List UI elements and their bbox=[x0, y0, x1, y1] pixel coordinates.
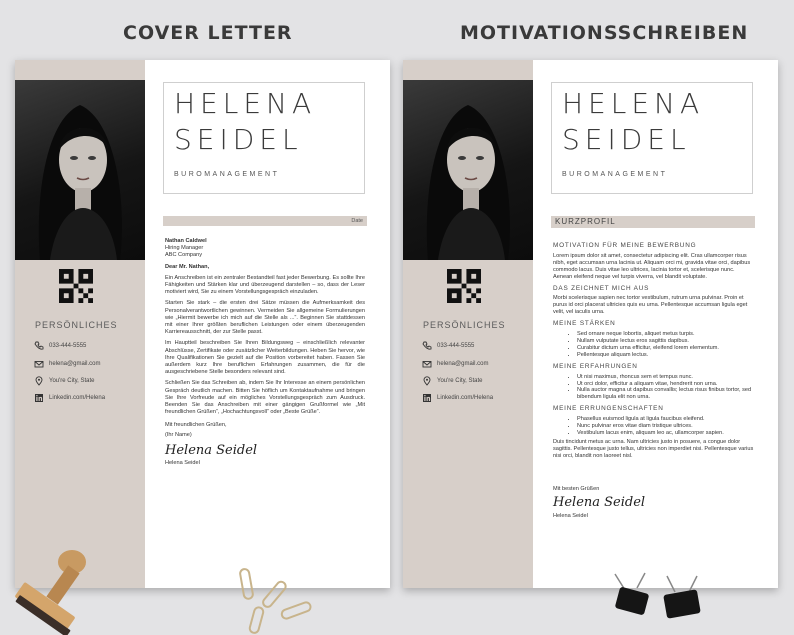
section-title-personal: PERSÖNLICHES bbox=[35, 320, 118, 330]
last-name: SEIDEL bbox=[562, 123, 691, 156]
list-item: • Vestibulum lacus enim, aliquam leo ac, ullamcorper sapien. bbox=[577, 430, 755, 437]
phone-text: 033-444-5555 bbox=[437, 343, 475, 349]
contact-phone[interactable] bbox=[34, 341, 86, 351]
name-placeholder: (Ihr Name) bbox=[165, 431, 192, 438]
closing: Mit besten Grüßen bbox=[553, 485, 600, 492]
contact-location[interactable] bbox=[422, 376, 483, 386]
phone-text: 033-444-5555 bbox=[49, 343, 87, 349]
qr-code-icon[interactable] bbox=[59, 269, 93, 303]
location-icon bbox=[422, 376, 432, 386]
wooden-stamp-icon bbox=[4, 540, 114, 635]
list-item: • Curabitur dictum urna efficitur, eleifend lorem elementum. bbox=[577, 345, 755, 352]
phone-icon bbox=[422, 341, 432, 351]
section-heading: MEINE ERRUNGENSCHAFTEN bbox=[553, 405, 664, 413]
achievements-list bbox=[553, 416, 755, 437]
location-text: You're City, State bbox=[437, 378, 483, 384]
section-heading: MEINE STÄRKEN bbox=[553, 320, 616, 328]
cover-letter-page bbox=[15, 60, 390, 588]
salutation: Dear Mr. Nathan, bbox=[165, 263, 210, 270]
strengths-list bbox=[553, 331, 755, 359]
cover-letter-heading: COVER LETTER bbox=[123, 22, 293, 44]
kurzprofil-bar: KURZPROFIL bbox=[551, 216, 755, 228]
contact-linkedin[interactable] bbox=[34, 393, 105, 403]
recipient-name: Nathan Caldwel bbox=[165, 238, 207, 244]
email-icon bbox=[422, 359, 432, 369]
section-heading: DAS ZEICHNET MICH AUS bbox=[553, 284, 650, 292]
list-item: • Nulla auctor magna ut dapibus convallis; lectus risus finibus tortor, sed bibendum ligula elit non urna. bbox=[577, 387, 755, 401]
signed-name: Helena Seidel bbox=[553, 513, 588, 520]
phone-icon bbox=[34, 341, 44, 351]
name-box bbox=[163, 82, 365, 194]
portrait-photo bbox=[403, 80, 533, 260]
contact-email[interactable] bbox=[422, 359, 488, 369]
linkedin-text: Linkedin.com/Helena bbox=[49, 395, 106, 401]
recipient-company: ABC Company bbox=[165, 252, 202, 259]
section-title-personal: PERSÖNLICHES bbox=[423, 320, 506, 330]
email-text: helena@gmail.com bbox=[49, 361, 101, 367]
letter-paragraph: Starten Sie stark – die ersten drei Sätze müssen die Aufmerksamkeit des Personalverantwortlichen gewinnen. Vermeiden Sie allgemeine Formulierungen wie „Hiermit bewerbe ich mich auf die Stelle als ...“. Beginnen Sie stattdessen mit einer Ihrer größten beruflichen Leistungen oder einem überzeugenden Karriereausschnitt, der zur Stelle passt. bbox=[165, 300, 365, 336]
signature: Helena Seidel bbox=[553, 495, 646, 511]
list-item: • Ut nisi maximus, rhoncus sem et tempus nunc. bbox=[577, 374, 755, 381]
linkedin-icon bbox=[422, 393, 432, 403]
first-name: HELENA bbox=[562, 87, 705, 120]
contact-email[interactable] bbox=[34, 359, 100, 369]
list-item: • Nunc pulvinar eros vitae diam tristique ultrices. bbox=[577, 423, 755, 430]
letter-paragraph: Im Hauptteil beschreiben Sie Ihren Bildungsweg – einschließlich relevanter Abschlüsse, Zertifikate oder zusätzlicher Weiterbildungen. Heben Sie hervor, wie Ihre Qualifikationen Sie gezielt auf die Position vorbereitet haben. Fassen Sie außerdem kurz Ihre beruflichen Erfahrungen zusammen, die für die ausgeschriebene Stelle besonders relevant sind. bbox=[165, 340, 365, 376]
letter-paragraph: Ein Anschreiben ist ein zentraler Bestandteil fast jeder Bewerbung. Es sollte Ihre Fähigkeiten und Stärken klar und überzeugend darstellen – so, dass der Leser motiviert wird, Sie zu einem Vorstellungsgespräch einzuladen. bbox=[165, 274, 365, 296]
recipient-title: Hiring Manager bbox=[165, 245, 204, 252]
linkedin-icon bbox=[34, 393, 44, 403]
location-icon bbox=[34, 376, 44, 386]
paper-clips-icon bbox=[230, 565, 330, 635]
list-item: • Sed ornare neque lobortis, aliquet metus turpis. bbox=[577, 331, 755, 338]
date-bar: Date bbox=[163, 216, 367, 226]
first-name: HELENA bbox=[174, 87, 317, 120]
signature: Helena Seidel bbox=[165, 442, 258, 458]
job-role: BUROMANAGEMENT bbox=[562, 171, 668, 178]
motivation-body bbox=[553, 238, 755, 523]
linkedin-text: Linkedin.com/Helena bbox=[437, 395, 494, 401]
last-name: SEIDEL bbox=[174, 123, 303, 156]
binder-clips-icon bbox=[605, 570, 715, 635]
list-item: • Phasellus euismod ligula at ligula faucibus eleifend. bbox=[577, 416, 755, 423]
closing: Mit freundlichen Grüßen, bbox=[165, 422, 227, 429]
location-text: You're City, State bbox=[49, 378, 95, 384]
name-box bbox=[551, 82, 753, 194]
email-icon bbox=[34, 359, 44, 369]
job-role: BUROMANAGEMENT bbox=[174, 171, 280, 178]
motivation-heading: MOTIVATIONSSCHREIBEN bbox=[460, 22, 749, 44]
letter-body bbox=[165, 238, 365, 471]
experience-list bbox=[553, 374, 755, 402]
letter-paragraph: Schließen Sie das Schreiben ab, indem Sie Ihr Interesse an einem persönlichen Gespräch deutlich machen. Bitten Sie höflich um Kontaktaufnahme und bringen Sie Ihre Vorfreude auf ein mögliches Vorstellungsgespräch zum Ausdruck. Beenden Sie das Anschreiben mit einer gängigen Grußformel wie „Mit freundlichen Grüßen“, „Hochachtungsvoll“ oder „Beste Grüße“. bbox=[165, 380, 365, 416]
section-heading: MEINE ERFAHRUNGEN bbox=[553, 362, 638, 370]
motivation-page bbox=[403, 60, 778, 588]
signed-name: Helena Seidel bbox=[165, 460, 200, 467]
contact-phone[interactable] bbox=[422, 341, 474, 351]
contact-location[interactable] bbox=[34, 376, 95, 386]
section-text: Morbi scelerisque sapien nec tortor vestibulum, rutrum urna pulvinar. Proin et purus id orci placerat ultricies quis eu urna. Pellentesque accumsan ligula eget velit, vel iaculis urna. bbox=[553, 295, 748, 316]
list-item: • Nullam vulputate lectus eros sagittis dapibus. bbox=[577, 338, 755, 345]
contact-linkedin[interactable] bbox=[422, 393, 493, 403]
qr-code-icon[interactable] bbox=[447, 269, 481, 303]
email-text: helena@gmail.com bbox=[437, 361, 489, 367]
list-item: • Pellentesque aliquam lectus. bbox=[577, 352, 755, 359]
section-text: Lorem ipsum dolor sit amet, consectetur adipiscing elit. Cras ullamcorper risus nibh, eget accumsan urna lacinia ut. Aliquam orci mi, gravida vitae orci, dapibus commodo lacus. Duis vitae leo ultrices, lacinia tortor et, scelerisque nunc. Aenean eleifend neque vel turpis viverra, vel blandit voluptate. bbox=[553, 252, 751, 280]
section-heading: MOTIVATION FÜR MEINE BEWERBUNG bbox=[553, 242, 697, 249]
portrait-photo bbox=[15, 80, 145, 260]
section-text: Duis tincidunt metus ac urna. Nam ultricies justo in posuere, a congue dolor sagittis. Pellentesque justo tellus, ultricies non imperdiet nisi. Pellentesque varius nisi orci, blandit non laoreet nisl. bbox=[553, 438, 754, 459]
list-item: • Ut orci dolor, efficitur a aliquam vitae, hendrerit non urna. bbox=[577, 381, 755, 388]
